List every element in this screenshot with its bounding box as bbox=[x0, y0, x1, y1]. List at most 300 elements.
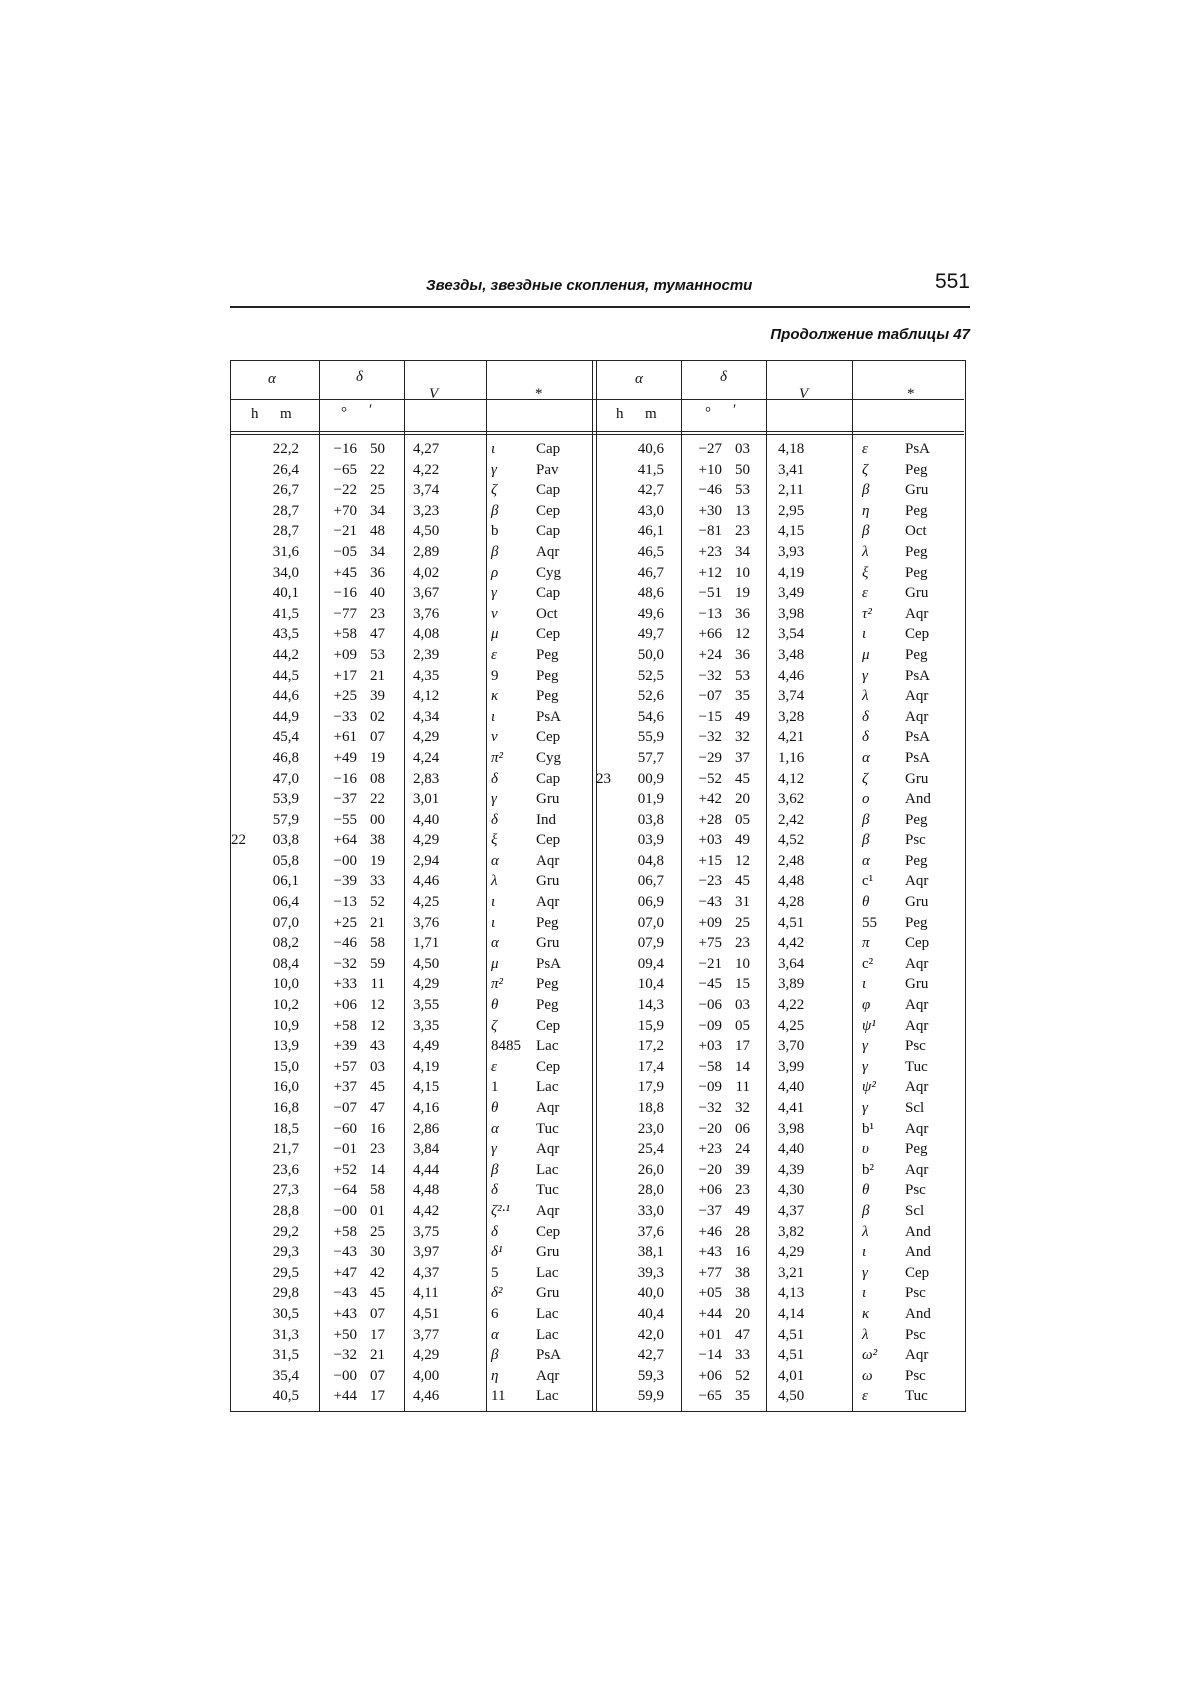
header-alpha-right: α bbox=[635, 371, 643, 387]
star-designation: μ bbox=[491, 626, 499, 643]
constellation: PsA bbox=[905, 667, 931, 684]
dec-degrees: +58 bbox=[333, 1223, 357, 1240]
ra-minutes: 29,5 bbox=[272, 1264, 299, 1281]
star-designation: λ bbox=[862, 543, 869, 560]
constellation: Aqr bbox=[905, 997, 929, 1014]
dec-minutes: 17 bbox=[735, 1038, 750, 1055]
table-row bbox=[231, 1283, 964, 1304]
constellation: Gru bbox=[536, 1285, 560, 1302]
magnitude: 4,50 bbox=[413, 523, 440, 540]
magnitude: 4,34 bbox=[413, 708, 440, 725]
magnitude: 3,28 bbox=[778, 708, 805, 725]
dec-degrees: −15 bbox=[698, 708, 722, 725]
dec-degrees: −16 bbox=[333, 585, 357, 602]
star-designation: π² bbox=[491, 749, 504, 766]
constellation: Aqr bbox=[905, 1161, 929, 1178]
dec-degrees: +44 bbox=[333, 1388, 357, 1405]
dec-degrees: +30 bbox=[698, 502, 722, 519]
dec-minutes: 52 bbox=[370, 894, 385, 911]
ra-minutes: 07,9 bbox=[637, 935, 664, 952]
ra-minutes: 59,3 bbox=[637, 1367, 664, 1384]
table-row bbox=[231, 1057, 964, 1078]
magnitude: 2,39 bbox=[413, 646, 440, 663]
dec-degrees: +12 bbox=[698, 564, 722, 581]
dec-minutes: 00 bbox=[370, 811, 385, 828]
dec-minutes: 31 bbox=[735, 894, 750, 911]
magnitude: 4,12 bbox=[413, 688, 440, 705]
constellation: Peg bbox=[905, 914, 928, 931]
constellation: Aqr bbox=[905, 1347, 929, 1364]
magnitude: 4,16 bbox=[413, 1100, 440, 1116]
header-h-right: h bbox=[616, 406, 624, 422]
constellation: Aqr bbox=[536, 543, 560, 560]
dec-degrees: −16 bbox=[333, 441, 357, 457]
dec-minutes: 16 bbox=[735, 1244, 750, 1261]
constellation: Psc bbox=[905, 1367, 926, 1384]
dec-degrees: +37 bbox=[333, 1079, 357, 1096]
constellation: And bbox=[905, 1223, 931, 1240]
dec-degrees: +46 bbox=[698, 1223, 722, 1240]
magnitude: 4,29 bbox=[413, 976, 440, 993]
constellation: Scl bbox=[905, 1100, 925, 1116]
constellation: Cep bbox=[905, 1264, 930, 1281]
magnitude: 4,35 bbox=[413, 667, 440, 684]
ra-minutes: 43,5 bbox=[272, 626, 299, 643]
magnitude: 4,29 bbox=[778, 1244, 805, 1261]
magnitude: 2,11 bbox=[778, 482, 804, 499]
constellation: Lac bbox=[536, 1161, 559, 1178]
star-designation: 1 bbox=[491, 1079, 499, 1096]
dec-minutes: 23 bbox=[735, 523, 750, 540]
dec-degrees: −65 bbox=[333, 461, 357, 478]
ra-minutes: 05,8 bbox=[272, 852, 299, 869]
magnitude: 4,29 bbox=[413, 729, 440, 746]
dec-degrees: −32 bbox=[333, 955, 357, 972]
dec-minutes: 50 bbox=[735, 461, 750, 478]
star-designation: β bbox=[491, 1161, 499, 1178]
table-row bbox=[231, 439, 964, 460]
constellation: Gru bbox=[536, 935, 560, 952]
dec-degrees: +28 bbox=[698, 811, 722, 828]
table-row bbox=[231, 501, 964, 522]
magnitude: 4,21 bbox=[778, 729, 805, 746]
dec-minutes: 20 bbox=[735, 791, 750, 808]
ra-minutes: 03,8 bbox=[637, 811, 664, 828]
magnitude: 4,11 bbox=[413, 1285, 439, 1302]
table-row bbox=[231, 810, 964, 831]
dec-degrees: −33 bbox=[333, 708, 357, 725]
dec-minutes: 32 bbox=[735, 729, 750, 746]
ra-minutes: 40,6 bbox=[637, 441, 664, 457]
table-row bbox=[231, 1119, 964, 1140]
star-designation: θ bbox=[862, 1182, 870, 1199]
ra-minutes: 40,4 bbox=[637, 1305, 664, 1322]
ra-minutes: 06,9 bbox=[637, 894, 664, 911]
dec-minutes: 53 bbox=[735, 482, 750, 499]
dec-degrees: +44 bbox=[698, 1305, 722, 1322]
star-designation: θ bbox=[862, 894, 870, 911]
star-designation: μ bbox=[491, 955, 499, 972]
constellation: Tuc bbox=[536, 1182, 559, 1199]
magnitude: 3,93 bbox=[778, 543, 805, 560]
dec-degrees: −64 bbox=[333, 1182, 357, 1199]
magnitude: 3,62 bbox=[778, 791, 805, 808]
constellation: Aqr bbox=[905, 1017, 929, 1034]
table-row bbox=[231, 480, 964, 501]
magnitude: 4,39 bbox=[778, 1161, 805, 1178]
ra-minutes: 28,8 bbox=[272, 1202, 299, 1219]
star-designation: λ bbox=[862, 1326, 869, 1343]
ra-minutes: 10,0 bbox=[272, 976, 299, 993]
magnitude: 4,15 bbox=[413, 1079, 440, 1096]
table-row bbox=[231, 563, 964, 584]
star-designation: α bbox=[862, 749, 870, 766]
dec-minutes: 40 bbox=[370, 585, 385, 602]
table-row bbox=[231, 1222, 964, 1243]
constellation: Lac bbox=[536, 1079, 559, 1096]
magnitude: 4,30 bbox=[778, 1182, 805, 1199]
table-row bbox=[231, 1242, 964, 1263]
constellation: Aqr bbox=[905, 688, 929, 705]
magnitude: 4,13 bbox=[778, 1285, 805, 1302]
ra-minutes: 44,6 bbox=[272, 688, 299, 705]
dec-degrees: +06 bbox=[698, 1367, 722, 1384]
dec-degrees: −09 bbox=[698, 1079, 722, 1096]
ra-minutes: 29,3 bbox=[272, 1244, 299, 1261]
magnitude: 4,28 bbox=[778, 894, 805, 911]
star-designation: ψ¹ bbox=[862, 1017, 876, 1034]
magnitude: 3,89 bbox=[778, 976, 805, 993]
magnitude: 3,76 bbox=[413, 914, 440, 931]
star-designation: φ bbox=[862, 997, 871, 1014]
dec-minutes: 47 bbox=[735, 1326, 750, 1343]
dec-minutes: 39 bbox=[735, 1161, 750, 1178]
star-designation: δ bbox=[491, 1223, 498, 1240]
dec-minutes: 36 bbox=[370, 564, 385, 581]
magnitude: 4,42 bbox=[778, 935, 805, 952]
dec-degrees: +25 bbox=[333, 914, 357, 931]
star-designation: η bbox=[862, 502, 870, 519]
magnitude: 4,01 bbox=[778, 1367, 805, 1384]
ra-minutes: 42,0 bbox=[637, 1326, 664, 1343]
dec-degrees: −05 bbox=[333, 543, 357, 560]
table-row bbox=[231, 604, 964, 625]
star-designation: β bbox=[491, 543, 499, 560]
ra-minutes: 27,3 bbox=[272, 1182, 299, 1199]
magnitude: 4,46 bbox=[778, 667, 805, 684]
star-designation: ζ bbox=[491, 482, 498, 499]
star-designation: δ bbox=[491, 1182, 498, 1199]
star-designation: ι bbox=[862, 976, 867, 993]
dec-degrees: +49 bbox=[333, 749, 357, 766]
dec-degrees: +42 bbox=[698, 791, 722, 808]
magnitude: 4,14 bbox=[778, 1305, 805, 1322]
dec-degrees: −52 bbox=[698, 770, 722, 787]
header-star-right: * bbox=[907, 386, 915, 402]
constellation: Cap bbox=[536, 523, 561, 540]
star-designation: δ² bbox=[491, 1285, 503, 1302]
magnitude: 3,74 bbox=[778, 688, 805, 705]
dec-minutes: 11 bbox=[735, 1079, 750, 1096]
table-row bbox=[231, 954, 964, 975]
star-designation: ν bbox=[491, 605, 498, 622]
star-designation: τ² bbox=[862, 605, 872, 622]
dec-minutes: 33 bbox=[370, 873, 385, 890]
magnitude: 3,35 bbox=[413, 1017, 440, 1034]
dec-minutes: 21 bbox=[370, 667, 385, 684]
dec-minutes: 59 bbox=[370, 955, 385, 972]
ra-hours: 22 bbox=[231, 832, 246, 849]
dec-minutes: 07 bbox=[370, 729, 385, 746]
star-designation: ν bbox=[491, 729, 498, 746]
star-designation: ζ²·¹ bbox=[491, 1202, 510, 1219]
dec-degrees: +23 bbox=[698, 543, 722, 560]
star-designation: ε bbox=[862, 441, 868, 457]
magnitude: 1,71 bbox=[413, 935, 440, 952]
ra-minutes: 40,0 bbox=[637, 1285, 664, 1302]
magnitude: 3,41 bbox=[778, 461, 805, 478]
magnitude: 4,08 bbox=[413, 626, 440, 643]
star-designation: η bbox=[491, 1367, 499, 1384]
table-row bbox=[231, 1366, 964, 1387]
magnitude: 4,12 bbox=[778, 770, 805, 787]
star-designation: b² bbox=[862, 1161, 874, 1178]
dec-degrees: −43 bbox=[333, 1285, 357, 1302]
ra-minutes: 26,7 bbox=[272, 482, 299, 499]
header-deg-right: ° bbox=[705, 405, 711, 421]
constellation: Peg bbox=[905, 852, 928, 869]
constellation: Tuc bbox=[536, 1120, 559, 1137]
magnitude: 4,22 bbox=[778, 997, 805, 1014]
dec-degrees: +50 bbox=[333, 1326, 357, 1343]
ra-minutes: 49,6 bbox=[637, 605, 664, 622]
constellation: Peg bbox=[536, 997, 559, 1014]
magnitude: 4,25 bbox=[413, 894, 440, 911]
constellation: Gru bbox=[905, 482, 929, 499]
table-row bbox=[231, 769, 964, 790]
table-row bbox=[231, 933, 964, 954]
ra-minutes: 35,4 bbox=[272, 1367, 299, 1384]
magnitude: 4,50 bbox=[413, 955, 440, 972]
star-designation: γ bbox=[862, 1058, 868, 1075]
dec-degrees: −46 bbox=[698, 482, 722, 499]
star-designation: α bbox=[491, 1326, 499, 1343]
dec-degrees: −07 bbox=[698, 688, 722, 705]
constellation: Peg bbox=[905, 564, 928, 581]
dec-minutes: 38 bbox=[735, 1264, 750, 1281]
constellation: Cap bbox=[536, 482, 561, 499]
running-head bbox=[230, 272, 970, 308]
star-designation: ι bbox=[491, 914, 496, 931]
ra-minutes: 18,5 bbox=[272, 1120, 299, 1137]
ra-minutes: 29,2 bbox=[272, 1223, 299, 1240]
dec-minutes: 52 bbox=[735, 1367, 750, 1384]
dec-degrees: +06 bbox=[698, 1182, 722, 1199]
table-row bbox=[231, 624, 964, 645]
dec-degrees: −32 bbox=[698, 1100, 722, 1116]
ra-minutes: 33,0 bbox=[637, 1202, 664, 1219]
constellation: Oct bbox=[536, 605, 558, 622]
constellation: PsA bbox=[905, 749, 931, 766]
star-designation: θ bbox=[491, 997, 499, 1014]
dec-minutes: 15 bbox=[735, 976, 750, 993]
magnitude: 4,19 bbox=[413, 1058, 440, 1075]
table-row bbox=[231, 1386, 964, 1407]
star-designation: ω bbox=[862, 1367, 873, 1384]
star-designation: γ bbox=[862, 1100, 868, 1116]
ra-minutes: 06,4 bbox=[272, 894, 299, 911]
ra-minutes: 41,5 bbox=[272, 605, 299, 622]
dec-minutes: 14 bbox=[370, 1161, 385, 1178]
table-row bbox=[231, 1201, 964, 1222]
star-designation: γ bbox=[491, 791, 497, 808]
constellation: Psc bbox=[905, 1285, 926, 1302]
dec-degrees: −00 bbox=[333, 1202, 357, 1219]
dec-minutes: 45 bbox=[735, 873, 750, 890]
magnitude: 4,37 bbox=[413, 1264, 440, 1281]
magnitude: 2,86 bbox=[413, 1120, 440, 1137]
star-designation: δ bbox=[491, 770, 498, 787]
dec-minutes: 06 bbox=[735, 1120, 750, 1137]
magnitude: 4,49 bbox=[413, 1038, 440, 1055]
dec-degrees: −32 bbox=[698, 729, 722, 746]
constellation: Psc bbox=[905, 1326, 926, 1343]
star-designation: κ bbox=[862, 1305, 870, 1322]
table-row bbox=[231, 789, 964, 810]
dec-degrees: −81 bbox=[698, 523, 722, 540]
ra-minutes: 00,9 bbox=[637, 770, 664, 787]
dec-minutes: 34 bbox=[370, 502, 385, 519]
dec-degrees: +58 bbox=[333, 626, 357, 643]
star-designation: 55 bbox=[862, 914, 877, 931]
constellation: And bbox=[905, 1244, 931, 1261]
table-row bbox=[231, 892, 964, 913]
dec-degrees: +17 bbox=[333, 667, 357, 684]
dec-degrees: −45 bbox=[698, 976, 722, 993]
ra-minutes: 37,6 bbox=[637, 1223, 664, 1240]
star-designation: ζ bbox=[862, 770, 869, 787]
ra-minutes: 14,3 bbox=[637, 997, 664, 1014]
star-designation: ζ bbox=[491, 1017, 498, 1034]
dec-minutes: 53 bbox=[735, 667, 750, 684]
ra-minutes: 34,0 bbox=[272, 564, 299, 581]
star-designation: γ bbox=[491, 461, 497, 478]
ra-minutes: 31,3 bbox=[272, 1326, 299, 1343]
dec-minutes: 36 bbox=[735, 646, 750, 663]
star-designation: μ bbox=[862, 646, 870, 663]
header-m-right: m bbox=[645, 406, 657, 422]
magnitude: 2,94 bbox=[413, 852, 440, 869]
table-body bbox=[231, 439, 964, 1407]
dec-minutes: 23 bbox=[735, 1182, 750, 1199]
header-m-left: m bbox=[280, 406, 292, 422]
ra-minutes: 45,4 bbox=[272, 729, 299, 746]
dec-minutes: 12 bbox=[735, 626, 750, 643]
ra-minutes: 40,5 bbox=[272, 1388, 299, 1405]
dec-degrees: −22 bbox=[333, 482, 357, 499]
dec-minutes: 02 bbox=[370, 708, 385, 725]
dec-minutes: 25 bbox=[735, 914, 750, 931]
magnitude: 4,00 bbox=[413, 1367, 440, 1384]
dec-degrees: −07 bbox=[333, 1100, 357, 1116]
ra-minutes: 04,8 bbox=[637, 852, 664, 869]
table-caption: Продолжение таблицы 47 bbox=[770, 326, 970, 343]
dec-degrees: +06 bbox=[333, 997, 357, 1014]
dec-degrees: +09 bbox=[333, 646, 357, 663]
dec-minutes: 16 bbox=[370, 1120, 385, 1137]
constellation: Cep bbox=[536, 832, 561, 849]
table-row bbox=[231, 583, 964, 604]
header-delta-right: δ bbox=[720, 369, 727, 385]
dec-degrees: +24 bbox=[698, 646, 722, 663]
star-designation: ρ bbox=[491, 564, 499, 581]
table-row bbox=[231, 830, 964, 851]
dec-minutes: 33 bbox=[735, 1347, 750, 1364]
ra-minutes: 18,8 bbox=[637, 1100, 664, 1116]
magnitude: 4,29 bbox=[413, 1347, 440, 1364]
constellation: Cep bbox=[536, 729, 561, 746]
dec-degrees: −13 bbox=[333, 894, 357, 911]
magnitude: 3,74 bbox=[413, 482, 440, 499]
dec-minutes: 49 bbox=[735, 708, 750, 725]
dec-degrees: −00 bbox=[333, 852, 357, 869]
dec-minutes: 38 bbox=[370, 832, 385, 849]
dec-minutes: 22 bbox=[370, 461, 385, 478]
dec-degrees: −37 bbox=[333, 791, 357, 808]
magnitude: 4,19 bbox=[778, 564, 805, 581]
star-designation: 8485 bbox=[491, 1038, 521, 1055]
dec-degrees: +09 bbox=[698, 914, 722, 931]
ra-minutes: 46,8 bbox=[272, 749, 299, 766]
dec-degrees: +23 bbox=[698, 1141, 722, 1158]
star-designation: ζ bbox=[862, 461, 869, 478]
magnitude: 4,48 bbox=[413, 1182, 440, 1199]
star-designation: 5 bbox=[491, 1264, 499, 1281]
star-designation: ε bbox=[862, 1388, 868, 1405]
constellation: Peg bbox=[536, 667, 559, 684]
ra-minutes: 52,6 bbox=[637, 688, 664, 705]
magnitude: 3,54 bbox=[778, 626, 805, 643]
magnitude: 4,24 bbox=[413, 749, 440, 766]
constellation: Cep bbox=[905, 626, 930, 643]
header-alpha-left: α bbox=[268, 371, 276, 387]
constellation: Lac bbox=[536, 1388, 559, 1405]
star-designation: α bbox=[491, 1120, 499, 1137]
dec-minutes: 17 bbox=[370, 1388, 385, 1405]
dec-minutes: 32 bbox=[735, 1100, 750, 1116]
constellation: PsA bbox=[905, 441, 931, 457]
magnitude: 3,70 bbox=[778, 1038, 805, 1055]
constellation: Gru bbox=[905, 770, 929, 787]
table-row bbox=[231, 686, 964, 707]
dec-degrees: −58 bbox=[698, 1058, 722, 1075]
ra-minutes: 13,9 bbox=[272, 1038, 299, 1055]
star-designation: 9 bbox=[491, 667, 499, 684]
table-row bbox=[231, 1325, 964, 1346]
dec-minutes: 50 bbox=[370, 441, 385, 457]
ra-minutes: 23,6 bbox=[272, 1161, 299, 1178]
ra-minutes: 06,7 bbox=[637, 873, 664, 890]
star-designation: ε bbox=[862, 585, 868, 602]
constellation: Peg bbox=[905, 543, 928, 560]
ra-minutes: 16,0 bbox=[272, 1079, 299, 1096]
dec-minutes: 07 bbox=[370, 1367, 385, 1384]
magnitude: 4,48 bbox=[778, 873, 805, 890]
dec-minutes: 07 bbox=[370, 1305, 385, 1322]
ra-minutes: 40,1 bbox=[272, 585, 299, 602]
dec-minutes: 38 bbox=[735, 1285, 750, 1302]
star-designation: ι bbox=[491, 441, 496, 457]
